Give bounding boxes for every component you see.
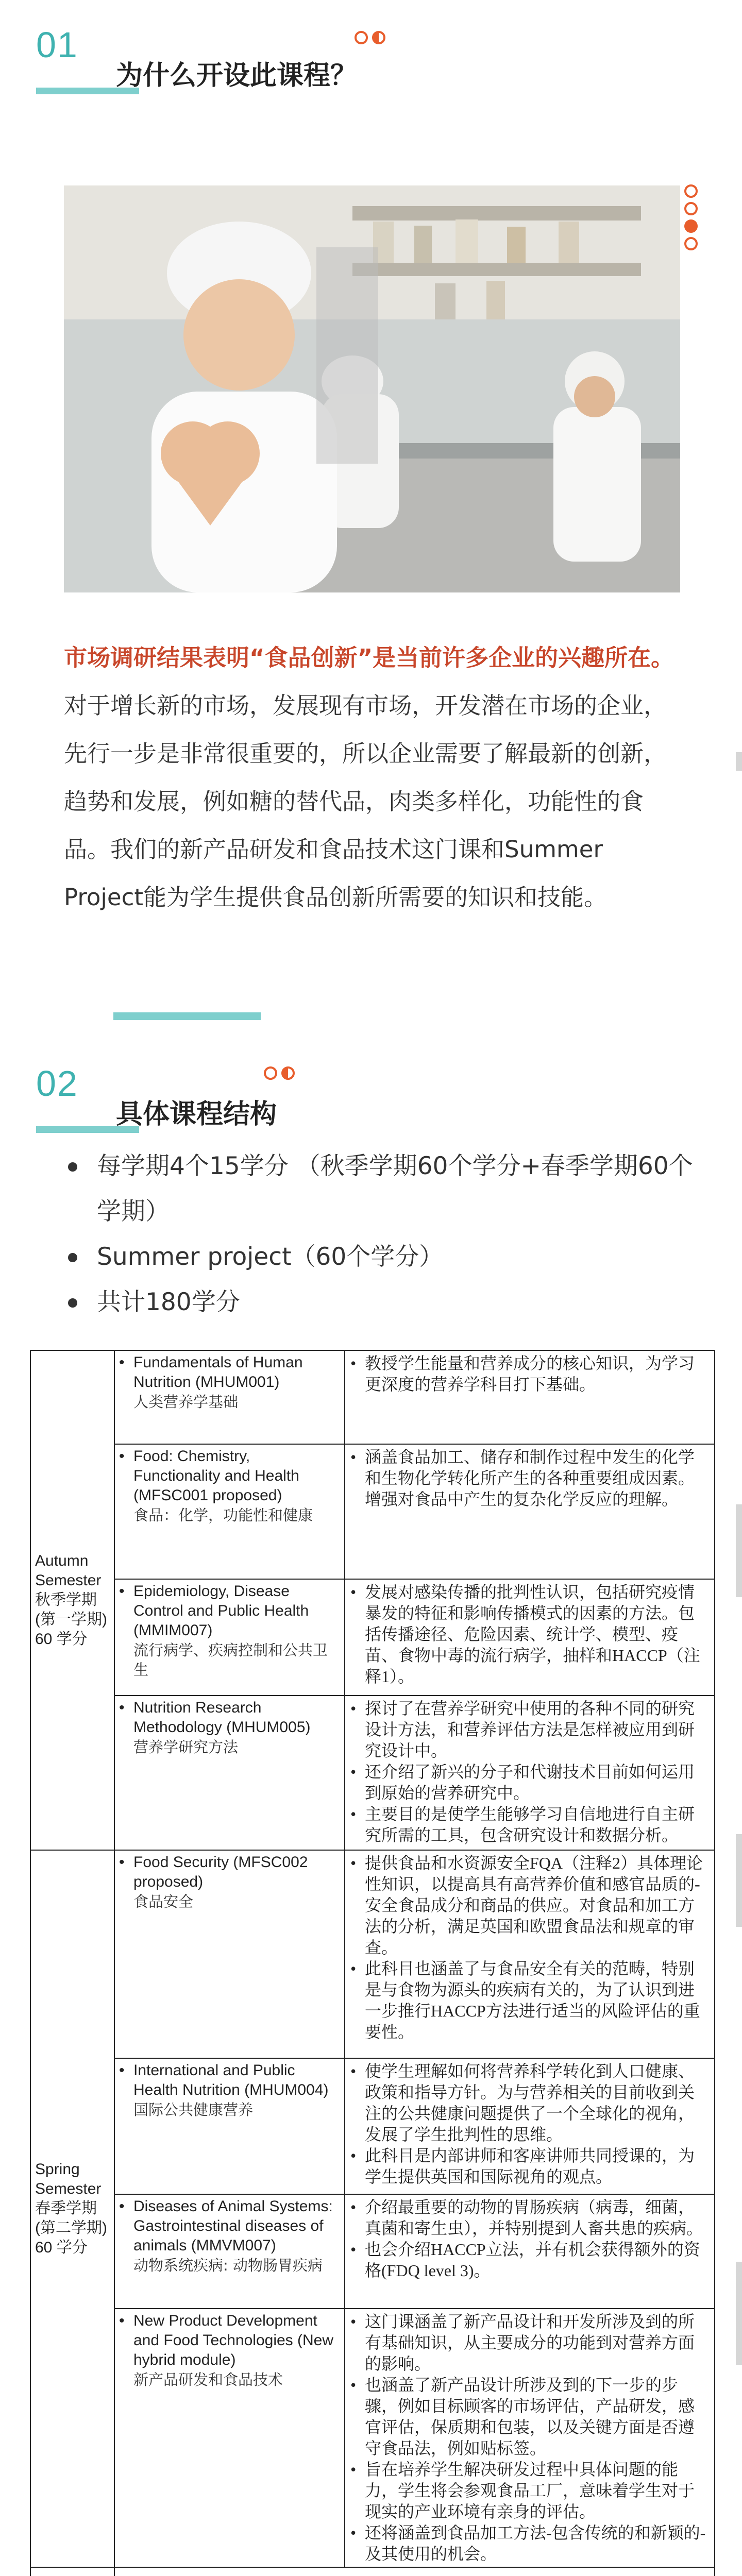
module-cell: • Food: Chemistry, Functionality and Health (MFSC001 proposed) 食品：化学，功能性和健康 [114, 1444, 345, 1579]
list-item: 共计180学分 [64, 1280, 698, 1325]
section-title: 为什么开设此课程？ [116, 60, 358, 91]
table-row [30, 1579, 715, 1696]
module-cell: • Nutrition Research Methodology (MHUM005) 营养学研究方法 [114, 1696, 345, 1850]
table-row [30, 1696, 715, 1850]
description-cell: • 发展对感染传播的批判性认识，包括研究疫情暴发的特征和影响传播模式的因素的方法。包括传播途径、危险因素、统计学、模型、疫苗、食物中毒的流行病学，抽样和HACCP（注释1）。 [345, 1579, 715, 1696]
module-cell: • International and Public Health Nutrition (MHUM004) 国际公共健康营养 [114, 2058, 345, 2194]
semester-cell-summer [30, 2567, 114, 2576]
table-row [30, 1350, 715, 1444]
intro-body: 对于增长新的市场，发展现有市场，开发潜在市场的企业，先行一步是非常很重要的，所以企业需要了解最新的创新，趋势和发展，例如糖的替代品，肉类多样化，功能性的食品。我们的新产品研发和食品技术这门课和Summer Project能为学生提供食品创新所需要的知识和技能。 [64, 692, 667, 911]
module-cell: • Epidemiology, Disease Control and Public Health (MMIM007) 流行病学、疾病控制和公共卫生 [114, 1579, 345, 1696]
list-item: Summer project（60个学分） [64, 1234, 698, 1280]
table-row [30, 2058, 715, 2194]
table-row [30, 2567, 715, 2576]
scrollbar-mark [736, 2262, 742, 2365]
course-structure-table [30, 1350, 715, 2576]
module-cell: • Food Security (MFSC002 proposed) 食品安全 [114, 1850, 345, 2058]
intro-highlight: 市场调研结果表明“食品创新”是当前许多企业的兴趣所在。 [64, 644, 674, 671]
list-item: 每学期4个15学分 （秋季学期60个学分+春季学期60个学期） [64, 1144, 698, 1234]
section-number: 01 [36, 25, 78, 65]
module-cell: • New Product Development and Food Technologies (New hybrid module) 新产品研发和食品技术 [114, 2309, 345, 2567]
description-cell: • 提供食品和水资源安全FQA（注释2）具体理论性知识，以提高具有高营养价值和感官品质的-安全食品成分和商品的供应。对食品和加工方法的分析，满足英国和欧盟食品法和规章的审查。 • 此科目也涵盖了与食品安全有关的范畴，特别是与食物为源头的疾病有关的，为了认识到进一步推行HACCP方法进行适当的风险评估的重要性。 [345, 1850, 715, 2058]
semester-cell-spring: Spring Semester 春季学期(第二学期) 60 学分 [30, 1850, 114, 2567]
section-title: 具体课程结构 [116, 1099, 277, 1130]
decorative-vertical-dots-icon [684, 184, 700, 251]
intro-paragraph [64, 634, 682, 921]
scrollbar-mark [736, 1834, 742, 1927]
description-cell: • 教授学生能量和营养成分的核心知识，为学习更深度的营养学科目打下基础。 [345, 1350, 715, 1444]
scrollbar-mark [736, 752, 742, 771]
module-cell: • Diseases of Animal Systems: Gastrointestinal diseases of animals (MMVM007) 动物系统疾病: 动物肠胃疾病 [114, 2194, 345, 2309]
table-row [30, 2309, 715, 2567]
section-divider [113, 1012, 261, 1020]
credit-summary-list [64, 1144, 698, 1325]
chef-photo [64, 185, 680, 592]
module-cell: • Fundamentals of Human Nutrition (MHUM001) 人类营养学基础 [114, 1350, 345, 1444]
description-cell: • 涵盖食品加工、储存和制作过程中发生的化学和生物化学转化所产生的各种重要组成因素。增强对食品中产生的复杂化学反应的理解。 [345, 1444, 715, 1579]
section-2-heading [36, 1065, 397, 1138]
description-cell: • 使学生理解如何将营养科学转化到人口健康、政策和指导方针。为与营养相关的目前收到关注的公共健康问题提供了一个全球化的视角，发展了学生批判性的思维。 • 此科目是内部讲师和客座讲师共同授课的，为学生提供英国和国际视角的观点。 [345, 2058, 715, 2194]
decorative-dots-icon [355, 31, 391, 46]
table-row [30, 2194, 715, 2309]
section-1-heading [36, 27, 397, 99]
section-number: 02 [36, 1063, 78, 1104]
table-row [30, 1444, 715, 1579]
semester-cell-autumn: Autumn Semester 秋季学期(第一学期) 60 学分 [30, 1350, 114, 1850]
description-cell [114, 2567, 715, 2576]
description-cell: • 介绍最重要的动物的胃肠疾病（病毒，细菌，真菌和寄生虫），并特别提到人畜共患的疾病。 • 也会介绍HACCP立法，并有机会获得额外的资格(FDQ level 3)。 [345, 2194, 715, 2309]
scrollbar-mark [736, 1504, 742, 1597]
table-row [30, 1850, 715, 2058]
decorative-dots-icon [264, 1066, 300, 1082]
description-cell: • 这门课涵盖了新产品设计和开发所涉及到的所有基础知识，从主要成分的功能到对营养方面的影响。 • 也涵盖了新产品设计所涉及到的下一步的步骤，例如目标顾客的市场评估，产品研发，感官评估，保质期和包装，以及关键方面是否遵守食品法，例如贴标签。 • 旨在培养学生解决研发过程中具体问题的能力，学生将会参观食品工厂，意味着学生对于现实的产业环境有亲身的评估。 • 还将涵盖到食品加工方法-包含传统的和新颖的-及其使用的机会。 [345, 2309, 715, 2567]
description-cell: • 探讨了在营养学研究中使用的各种不同的研究设计方法，和营养评估方法是怎样被应用到研究设计中。 • 还介绍了新兴的分子和代谢技术目前如何运用到原始的营养研究中。 • 主要目的是使学生能够学习自信地进行自主研究所需的工具，包含研究设计和数据分析。 [345, 1696, 715, 1850]
